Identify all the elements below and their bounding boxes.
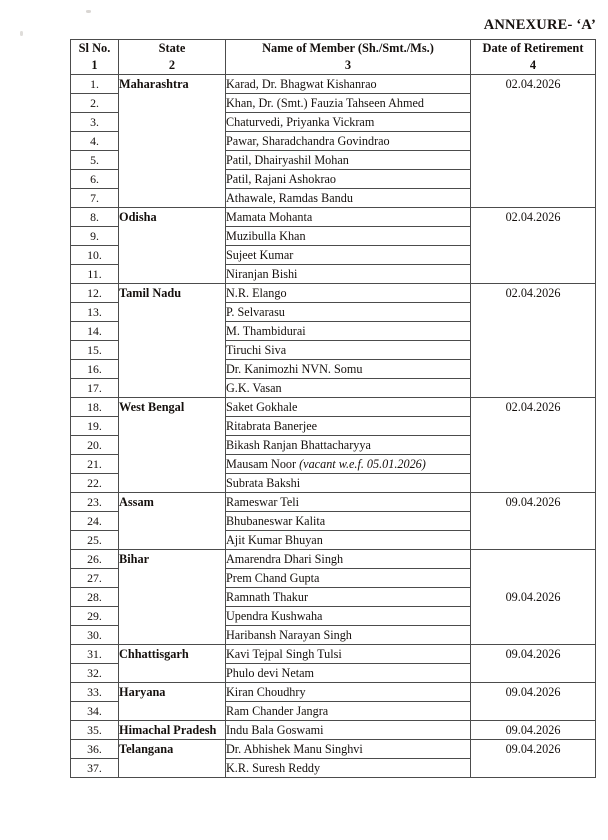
cell-state: Assam <box>119 493 226 550</box>
member-name-text: Pawar, Sharadchandra Govindrao <box>226 134 390 148</box>
member-name-text: Kavi Tejpal Singh Tulsi <box>226 647 342 661</box>
cell-member-name <box>226 208 471 227</box>
cell-retirement-date: 09.04.2026 <box>471 493 596 550</box>
cell-member-name <box>226 493 471 512</box>
member-name-text: K.R. Suresh Reddy <box>226 761 321 775</box>
member-name-text: Ritabrata Banerjee <box>226 419 318 433</box>
cell-member-name <box>226 265 471 284</box>
cell-member-name <box>226 189 471 208</box>
cell-member-name <box>226 227 471 246</box>
cell-serial-number: 31. <box>71 645 119 664</box>
cell-serial-number: 35. <box>71 721 119 740</box>
member-name-text: Khan, Dr. (Smt.) Fauzia Tahseen Ahmed <box>226 96 424 110</box>
cell-serial-number: 2. <box>71 94 119 113</box>
cell-serial-number: 10. <box>71 246 119 265</box>
member-name-text: Bhubaneswar Kalita <box>226 514 326 528</box>
scan-speckle <box>20 31 23 36</box>
cell-member-name <box>226 360 471 379</box>
member-name-text: Patil, Dhairyashil Mohan <box>226 153 349 167</box>
cell-member-name <box>226 607 471 626</box>
member-name-text: Upendra Kushwaha <box>226 609 323 623</box>
member-name-text: Dr. Abhishek Manu Singhvi <box>226 742 363 756</box>
member-name-text: N.R. Elango <box>226 286 287 300</box>
member-name-text: Ajit Kumar Bhuyan <box>226 533 323 547</box>
cell-member-name <box>226 455 471 474</box>
member-name-text: Karad, Dr. Bhagwat Kishanrao <box>226 77 377 91</box>
cell-retirement-date: 09.04.2026 <box>471 740 596 778</box>
cell-member-name <box>226 322 471 341</box>
cell-member-name <box>226 626 471 645</box>
member-name-text: Ram Chander Jangra <box>226 704 329 718</box>
cell-state: West Bengal <box>119 398 226 493</box>
cell-member-name <box>226 550 471 569</box>
column-header-member-name-number: 3 <box>344 58 352 72</box>
cell-state: Haryana <box>119 683 226 721</box>
column-header-retirement-date-number: 4 <box>529 58 537 72</box>
cell-retirement-date: 02.04.2026 <box>471 75 596 208</box>
retirement-table <box>70 39 596 778</box>
member-name-text: Prem Chand Gupta <box>226 571 320 585</box>
cell-member-name <box>226 94 471 113</box>
cell-serial-number: 7. <box>71 189 119 208</box>
member-name-text: Amarendra Dhari Singh <box>226 552 344 566</box>
cell-state: Telangana <box>119 740 226 778</box>
cell-serial-number: 11. <box>71 265 119 284</box>
column-header-retirement-date <box>471 40 596 75</box>
cell-retirement-date: 02.04.2026 <box>471 208 596 284</box>
cell-serial-number: 28. <box>71 588 119 607</box>
member-name-text: Niranjan Bishi <box>226 267 298 281</box>
member-name-text: Muzibulla Khan <box>226 229 306 243</box>
table-row <box>71 740 596 759</box>
cell-serial-number: 22. <box>71 474 119 493</box>
cell-member-name <box>226 645 471 664</box>
cell-member-name <box>226 569 471 588</box>
member-name-text: Athawale, Ramdas Bandu <box>226 191 353 205</box>
cell-serial-number: 13. <box>71 303 119 322</box>
cell-serial-number: 26. <box>71 550 119 569</box>
table-row <box>71 721 596 740</box>
cell-serial-number: 19. <box>71 417 119 436</box>
member-name-text: Mamata Mohanta <box>226 210 313 224</box>
member-name-text: Subrata Bakshi <box>226 476 301 490</box>
column-header-state-number: 2 <box>168 58 176 72</box>
table-row <box>71 398 596 417</box>
cell-serial-number: 6. <box>71 170 119 189</box>
column-header-state-label: State <box>158 41 186 55</box>
member-name-text: Dr. Kanimozhi NVN. Somu <box>226 362 363 376</box>
cell-member-name <box>226 132 471 151</box>
cell-serial-number: 27. <box>71 569 119 588</box>
cell-member-name <box>226 721 471 740</box>
member-vacancy-note: (vacant w.e.f. 05.01.2026) <box>299 457 426 471</box>
member-name-text: M. Thambidurai <box>226 324 306 338</box>
cell-serial-number: 23. <box>71 493 119 512</box>
cell-retirement-date: 09.04.2026 <box>471 550 596 645</box>
cell-member-name <box>226 75 471 94</box>
cell-state: Himachal Pradesh <box>119 721 226 740</box>
member-name-text: Bikash Ranjan Bhattacharyya <box>226 438 371 452</box>
cell-serial-number: 21. <box>71 455 119 474</box>
cell-serial-number: 16. <box>71 360 119 379</box>
member-name-text: Phulo devi Netam <box>226 666 315 680</box>
cell-member-name <box>226 588 471 607</box>
cell-member-name <box>226 379 471 398</box>
table-row <box>71 75 596 94</box>
cell-retirement-date: 02.04.2026 <box>471 284 596 398</box>
cell-serial-number: 4. <box>71 132 119 151</box>
table-row <box>71 208 596 227</box>
table-row <box>71 550 596 569</box>
member-name-text: P. Selvarasu <box>226 305 285 319</box>
member-name-text: Indu Bala Goswami <box>226 723 324 737</box>
cell-serial-number: 34. <box>71 702 119 721</box>
column-header-serial-label: Sl No. <box>78 41 111 55</box>
cell-state: Chhattisgarh <box>119 645 226 683</box>
cell-member-name <box>226 170 471 189</box>
column-header-member-name <box>226 40 471 75</box>
scan-speckle <box>86 10 91 13</box>
cell-state: Bihar <box>119 550 226 645</box>
column-header-state <box>119 40 226 75</box>
cell-serial-number: 32. <box>71 664 119 683</box>
cell-serial-number: 30. <box>71 626 119 645</box>
table-header <box>71 40 596 75</box>
cell-serial-number: 15. <box>71 341 119 360</box>
cell-retirement-date: 09.04.2026 <box>471 645 596 683</box>
member-name-text: Ramnath Thakur <box>226 590 309 604</box>
cell-member-name <box>226 113 471 132</box>
cell-member-name <box>226 474 471 493</box>
cell-retirement-date: 09.04.2026 <box>471 683 596 721</box>
cell-state: Tamil Nadu <box>119 284 226 398</box>
cell-member-name <box>226 151 471 170</box>
cell-member-name <box>226 702 471 721</box>
table-body <box>71 75 596 778</box>
cell-retirement-date: 02.04.2026 <box>471 398 596 493</box>
cell-member-name <box>226 341 471 360</box>
cell-serial-number: 37. <box>71 759 119 778</box>
cell-member-name <box>226 436 471 455</box>
cell-member-name <box>226 664 471 683</box>
cell-serial-number: 36. <box>71 740 119 759</box>
member-name-text: G.K. Vasan <box>226 381 282 395</box>
cell-serial-number: 29. <box>71 607 119 626</box>
header-row <box>71 40 596 75</box>
cell-member-name <box>226 303 471 322</box>
table-row <box>71 493 596 512</box>
table-row <box>71 645 596 664</box>
table-row <box>71 284 596 303</box>
cell-retirement-date: 09.04.2026 <box>471 721 596 740</box>
cell-member-name <box>226 683 471 702</box>
cell-serial-number: 12. <box>71 284 119 303</box>
member-name-text: Rameswar Teli <box>226 495 300 509</box>
cell-serial-number: 18. <box>71 398 119 417</box>
column-header-serial <box>71 40 119 75</box>
cell-serial-number: 1. <box>71 75 119 94</box>
cell-member-name <box>226 740 471 759</box>
cell-serial-number: 9. <box>71 227 119 246</box>
cell-serial-number: 14. <box>71 322 119 341</box>
column-header-retirement-date-label: Date of Retirement <box>482 41 584 55</box>
cell-member-name <box>226 512 471 531</box>
annexure-table-container <box>70 39 595 778</box>
cell-member-name <box>226 759 471 778</box>
cell-state: Maharashtra <box>119 75 226 208</box>
cell-serial-number: 20. <box>71 436 119 455</box>
column-header-serial-number: 1 <box>91 58 98 72</box>
cell-serial-number: 33. <box>71 683 119 702</box>
member-name-text: Saket Gokhale <box>226 400 298 414</box>
member-name-text: Mausam Noor <box>226 457 300 471</box>
member-name-text: Patil, Rajani Ashokrao <box>226 172 337 186</box>
annexure-title: ANNEXURE- ‘A’ <box>483 17 596 33</box>
cell-member-name <box>226 246 471 265</box>
cell-member-name <box>226 531 471 550</box>
cell-member-name <box>226 284 471 303</box>
member-name-text: Sujeet Kumar <box>226 248 294 262</box>
cell-serial-number: 24. <box>71 512 119 531</box>
member-name-text: Tiruchi Siva <box>226 343 287 357</box>
member-name-text: Haribansh Narayan Singh <box>226 628 352 642</box>
column-header-member-name-label: Name of Member (Sh./Smt./Ms.) <box>262 41 434 55</box>
cell-serial-number: 25. <box>71 531 119 550</box>
member-name-text: Chaturvedi, Priyanka Vickram <box>226 115 375 129</box>
cell-serial-number: 17. <box>71 379 119 398</box>
cell-serial-number: 3. <box>71 113 119 132</box>
table-row <box>71 683 596 702</box>
cell-state: Odisha <box>119 208 226 284</box>
cell-serial-number: 5. <box>71 151 119 170</box>
cell-member-name <box>226 398 471 417</box>
member-name-text: Kiran Choudhry <box>226 685 306 699</box>
cell-serial-number: 8. <box>71 208 119 227</box>
cell-member-name <box>226 417 471 436</box>
